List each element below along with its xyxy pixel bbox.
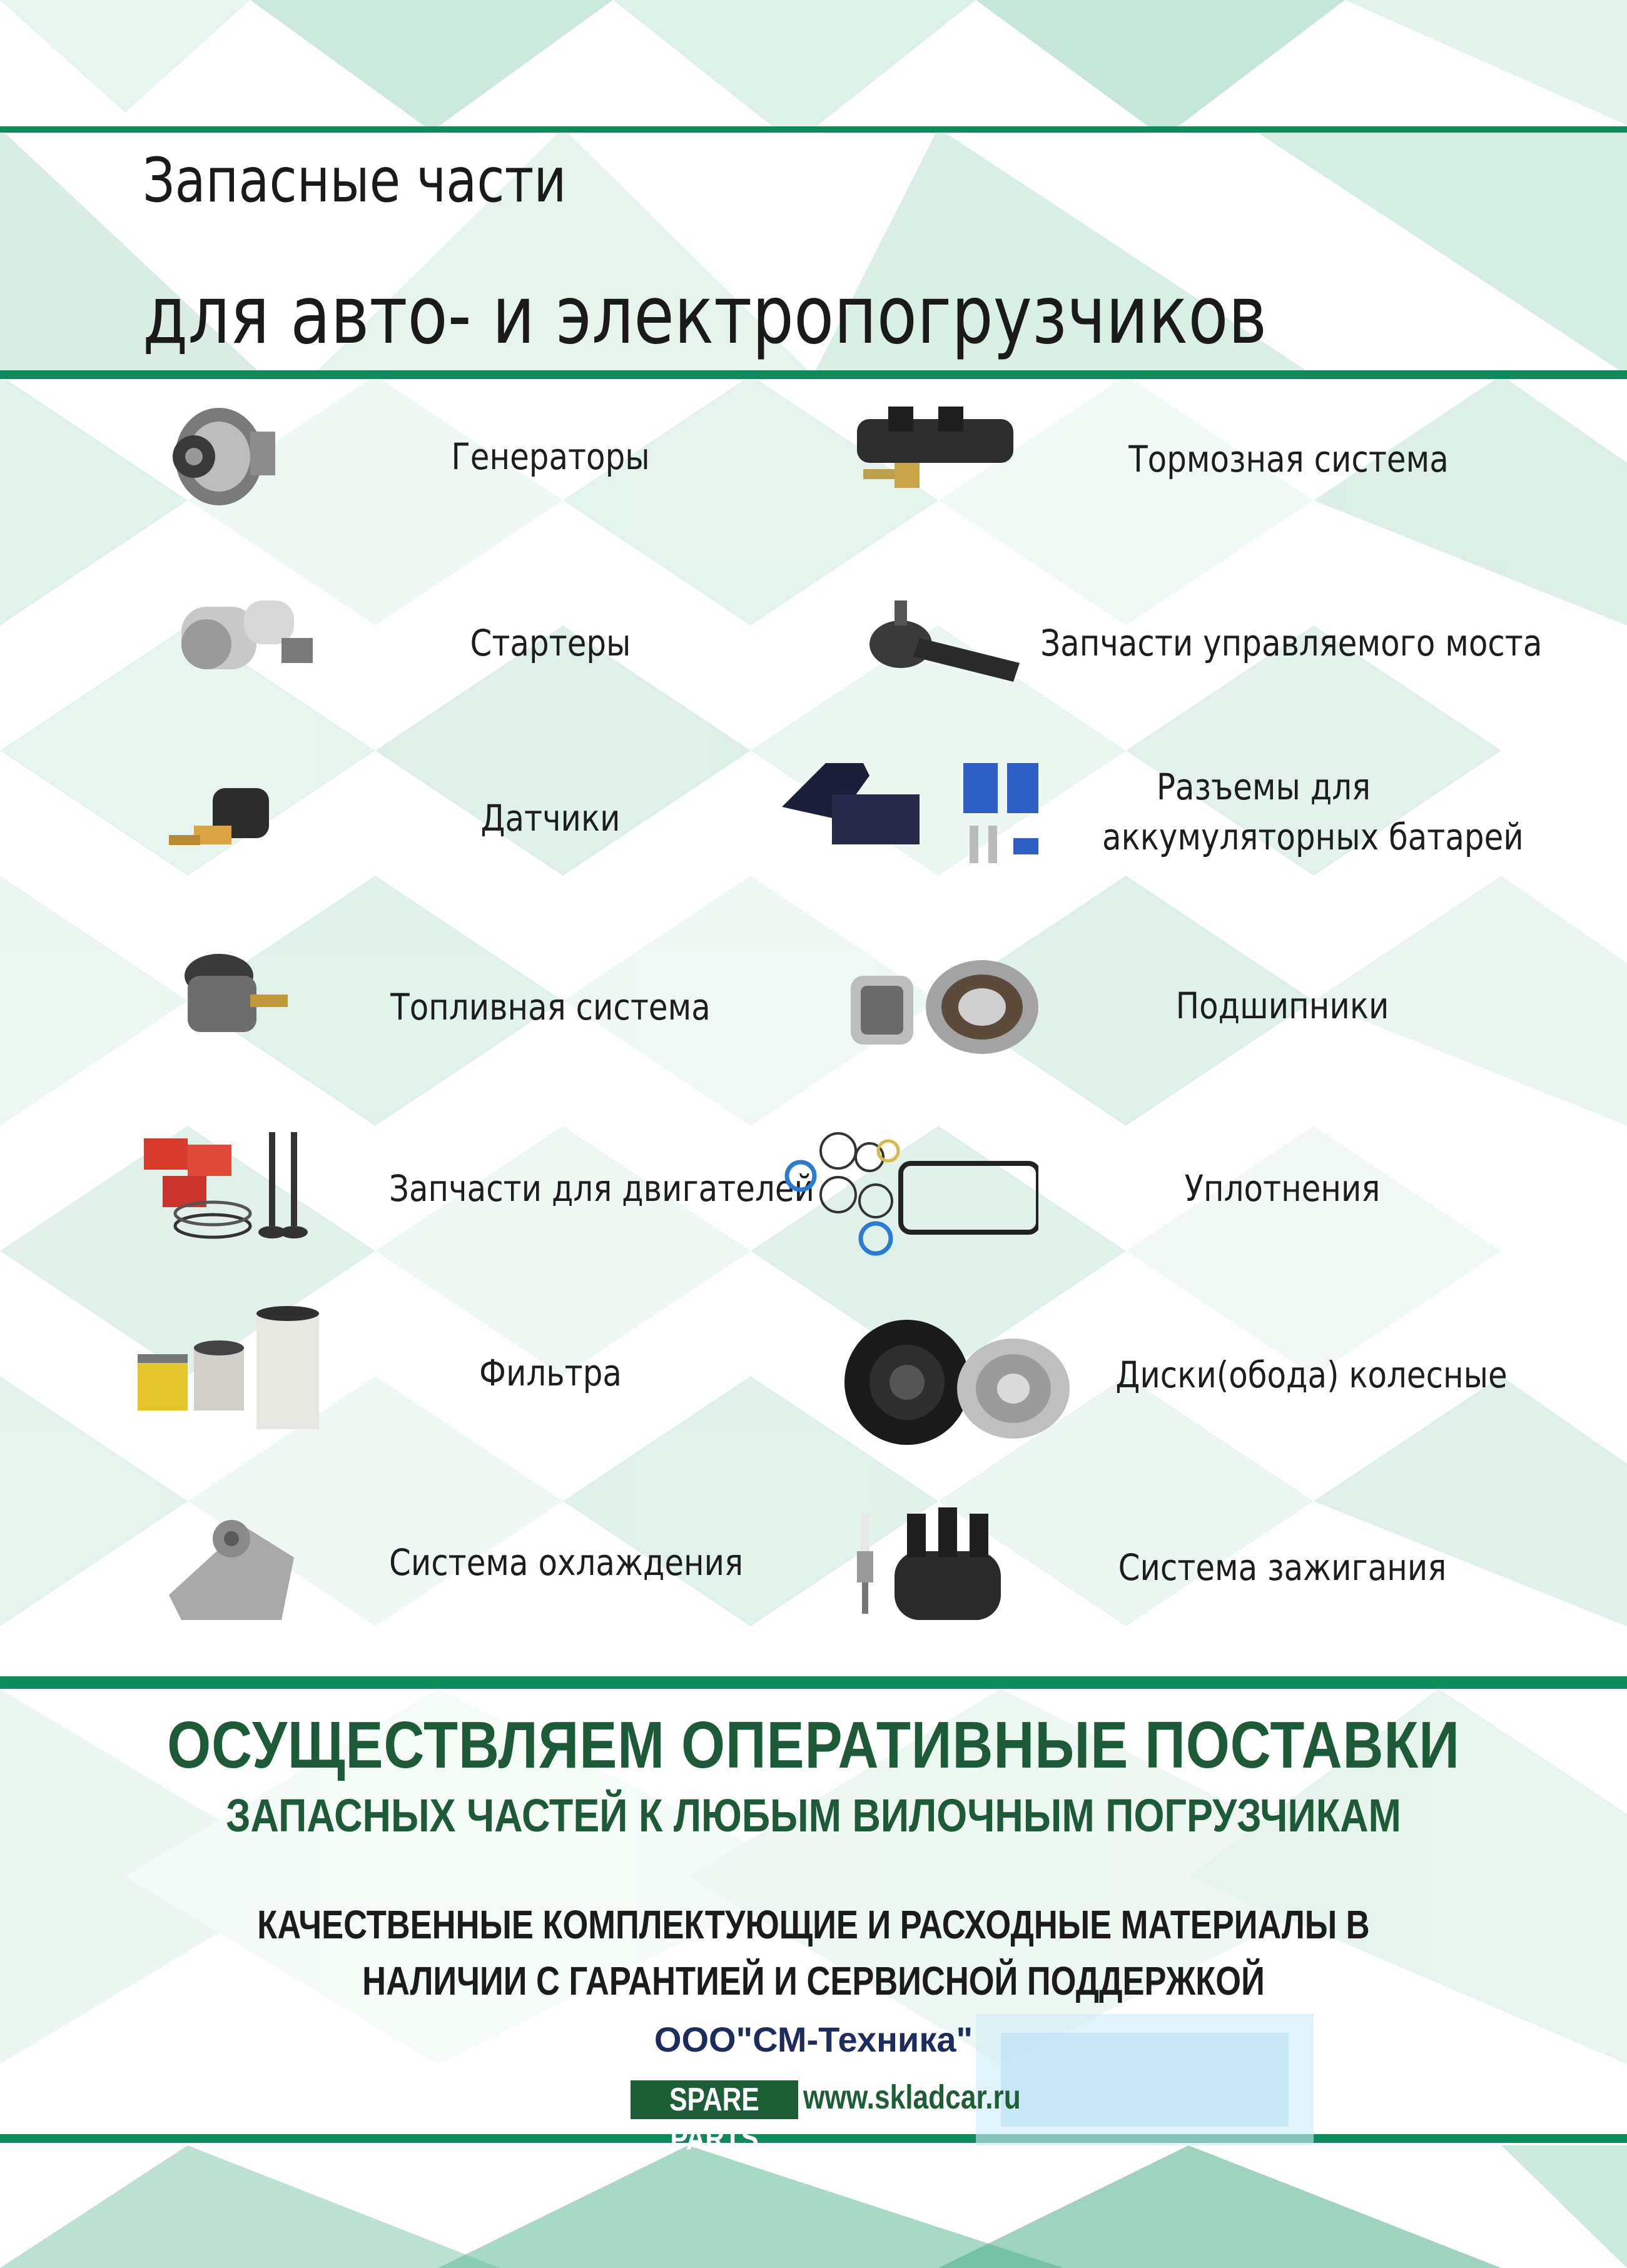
category-label: Тормозная система — [1128, 438, 1449, 480]
category-fuel-system[interactable] — [156, 932, 844, 1070]
wheel-rim-icon — [838, 1314, 1101, 1451]
category-label: Уплотнения — [1184, 1167, 1381, 1210]
category-label: аккумуляторных батарей — [1102, 816, 1524, 858]
category-filters[interactable] — [131, 1304, 819, 1442]
water-pump-icon — [156, 1501, 419, 1639]
category-label: Фильтра — [479, 1352, 622, 1394]
promo-headline: ОСУЩЕСТВЛЯЕМ ОПЕРАТИВНЫЕ ПОСТАВКИ — [167, 1708, 1460, 1782]
blurred-stamp — [976, 2014, 1314, 2145]
category-label: Система охлаждения — [389, 1541, 744, 1584]
quality-line1: КАЧЕСТВЕННЫЕ КОМПЛЕКТУЮЩИЕ И РАСХОДНЫЕ МАТЕРИАЛЫ В — [257, 1902, 1370, 1947]
seal-icon — [776, 1120, 1038, 1257]
category-cooling-system[interactable] — [156, 1501, 844, 1639]
category-starters[interactable] — [156, 575, 844, 713]
category-battery-connectors[interactable] — [776, 751, 1524, 888]
starter-icon — [156, 575, 419, 713]
category-label: Подшипники — [1175, 985, 1389, 1027]
header-divider — [0, 370, 1627, 379]
website-link[interactable]: www.skladcar.ru — [803, 2078, 1021, 2116]
category-label: Диски(обода) колесные — [1115, 1354, 1508, 1396]
bearing-icon — [838, 938, 1101, 1076]
fuel-pump-icon — [156, 932, 419, 1070]
footer-divider — [0, 1676, 1627, 1689]
spare-parts-text: SPARE PARTS — [669, 2082, 759, 2157]
category-label: Система зажигания — [1118, 1546, 1447, 1589]
category-sensors[interactable] — [156, 751, 844, 888]
brake-cylinder-icon — [851, 400, 1113, 538]
bottom-divider — [0, 2134, 1627, 2143]
category-generators[interactable] — [156, 388, 844, 525]
category-label: Топливная система — [390, 986, 711, 1028]
ignition-icon — [851, 1501, 1113, 1639]
company-name: ООО"СМ-Техника" — [654, 2020, 973, 2059]
sensor-icon — [156, 751, 419, 888]
spare-parts-badge — [631, 2080, 798, 2157]
filter-icon — [131, 1304, 394, 1442]
category-engine-parts[interactable] — [138, 1120, 826, 1257]
category-label: Запчасти управляемого моста — [1040, 622, 1543, 664]
category-label: Генераторы — [451, 435, 650, 478]
promo-subheadline: ЗАПАСНЫХ ЧАСТЕЙ К ЛЮБЫМ ВИЛОЧНЫМ ПОГРУЗЧИКАМ — [226, 1790, 1401, 1841]
engine-parts-icon — [138, 1120, 400, 1257]
category-bearings[interactable] — [838, 938, 1526, 1076]
category-wheel-rims[interactable] — [838, 1314, 1526, 1451]
category-ignition-system[interactable] — [851, 1501, 1539, 1639]
category-brake-system[interactable] — [851, 400, 1539, 538]
category-steering-axle[interactable] — [851, 575, 1543, 713]
category-label: Датчики — [480, 797, 621, 839]
battery-connector-icon — [776, 751, 1038, 888]
page-title-line2: для авто- и электропогрузчиков — [143, 269, 1267, 362]
category-label: Стартеры — [470, 622, 631, 664]
category-seals[interactable] — [776, 1120, 1464, 1257]
category-label: Запчасти для двигателей — [389, 1167, 814, 1210]
top-divider — [0, 126, 1627, 133]
alternator-icon — [156, 388, 419, 525]
page-title-line1: Запасные части — [143, 145, 567, 216]
category-label: Разъемы для — [1156, 766, 1371, 808]
quality-line2: НАЛИЧИИ С ГАРАНТИЕЙ И СЕРВИСНОЙ ПОДДЕРЖКОЙ — [362, 1958, 1265, 2003]
